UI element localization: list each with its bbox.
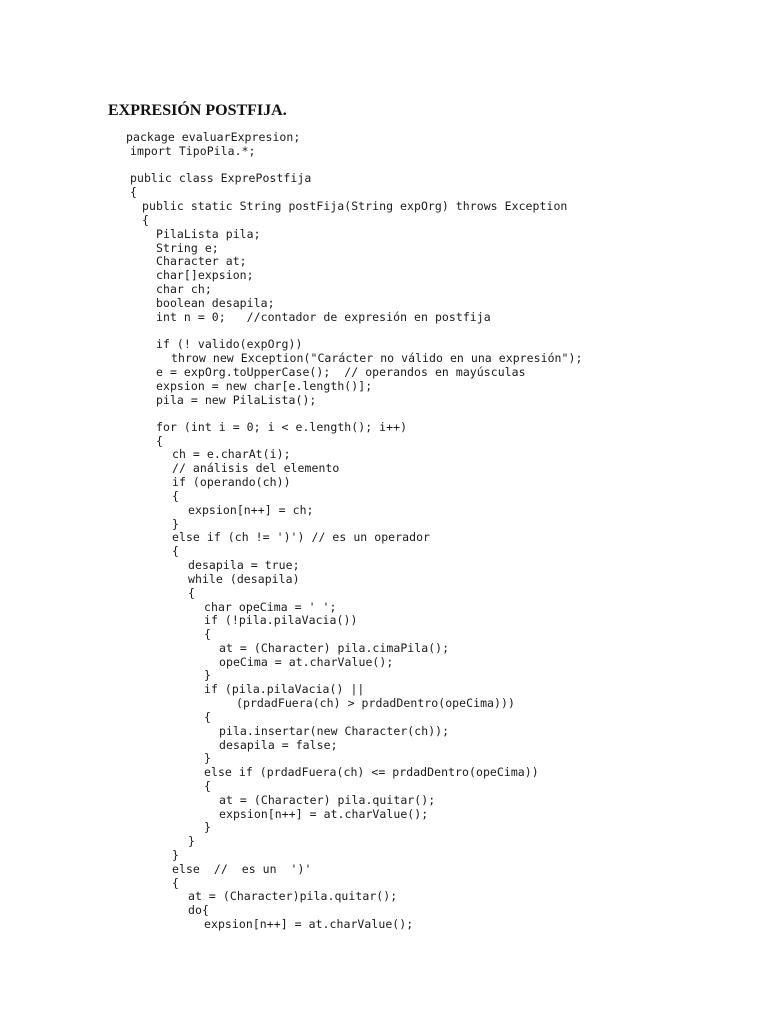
code-line: String e; <box>156 241 219 255</box>
code-line: e = expOrg.toUpperCase(); // operandos en mayúsculas <box>156 365 526 379</box>
code-line: else // es un ')' <box>172 862 312 876</box>
code-line: at = (Character) pila.quitar(); <box>219 793 436 807</box>
code-line: { <box>172 489 179 503</box>
code-line: expsion[n++] = at.charValue(); <box>204 917 414 931</box>
code-line: { <box>204 710 211 724</box>
document-title: EXPRESIÓN POSTFIJA. <box>108 102 287 119</box>
code-line: { <box>130 185 137 199</box>
code-line: char opeCima = ' '; <box>204 600 337 614</box>
code-line: pila.insertar(new Character(ch)); <box>219 724 450 738</box>
code-line: } <box>204 751 211 765</box>
code-line: expsion[n++] = at.charValue(); <box>219 807 429 821</box>
code-line: PilaLista pila; <box>156 227 261 241</box>
code-line: } <box>172 517 179 531</box>
code-line: { <box>172 544 179 558</box>
code-line: ch = e.charAt(i); <box>172 447 291 461</box>
code-line: (prdadFuera(ch) > prdadDentro(opeCima))) <box>236 696 515 710</box>
code-line: public class ExprePostfija <box>130 171 312 185</box>
code-line: { <box>188 586 195 600</box>
code-line: throw new Exception("Carácter no válido en una expresión"); <box>171 351 583 365</box>
code-line: public static String postFija(String expOrg) throws Exception <box>142 199 568 213</box>
code-line: opeCima = at.charValue(); <box>219 655 394 669</box>
code-line: } <box>172 848 179 862</box>
code-line: expsion = new char[e.length()]; <box>156 379 373 393</box>
code-line: int n = 0; //contador de expresión en postfija <box>156 310 491 324</box>
code-line: desapila = false; <box>219 738 338 752</box>
code-line: else if (ch != ')') // es un operador <box>172 530 431 544</box>
code-line: desapila = true; <box>188 558 300 572</box>
code-line: } <box>204 820 211 834</box>
code-line: pila = new PilaLista(); <box>156 393 317 407</box>
code-line: if (! valido(expOrg)) <box>156 337 303 351</box>
code-line: while (desapila) <box>188 572 300 586</box>
code-line: boolean desapila; <box>156 296 275 310</box>
code-line: { <box>156 434 163 448</box>
code-line: for (int i = 0; i < e.length(); i++) <box>156 420 408 434</box>
code-line: if (pila.pilaVacia() || <box>204 682 365 696</box>
code-line: else if (prdadFuera(ch) <= prdadDentro(opeCima)) <box>204 765 539 779</box>
code-line: } <box>188 834 195 848</box>
code-line: package evaluarExpresion; <box>126 130 301 144</box>
code-line: import TipoPila.*; <box>130 144 256 158</box>
code-line: Character at; <box>156 254 247 268</box>
code-line: } <box>204 668 211 682</box>
code-line: do{ <box>188 903 209 917</box>
code-line: at = (Character) pila.cimaPila(); <box>219 641 450 655</box>
code-line: if (operando(ch)) <box>172 475 291 489</box>
code-line: { <box>172 876 179 890</box>
code-line: char[]expsion; <box>156 268 254 282</box>
code-line: char ch; <box>156 282 212 296</box>
code-line: // análisis del elemento <box>172 461 340 475</box>
code-line: expsion[n++] = ch; <box>188 503 314 517</box>
code-line: at = (Character)pila.quitar(); <box>188 889 398 903</box>
code-line: { <box>204 779 211 793</box>
code-line: if (!pila.pilaVacia()) <box>204 613 358 627</box>
code-line: { <box>204 627 211 641</box>
code-line: { <box>142 213 149 227</box>
